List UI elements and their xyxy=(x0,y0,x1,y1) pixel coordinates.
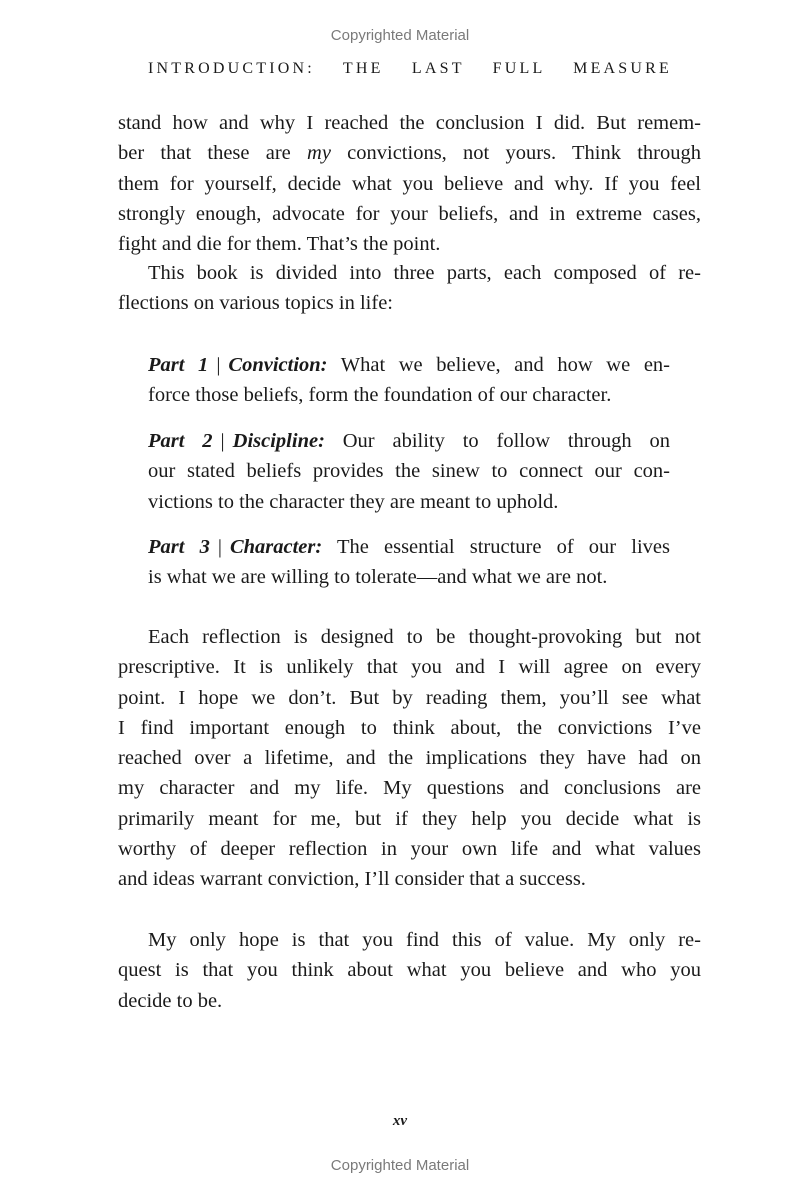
text-line: flections on various topics in life: xyxy=(118,292,393,315)
text-line xyxy=(118,138,701,168)
text-line: and ideas warrant conviction, I’ll consider that a success. xyxy=(118,868,586,891)
part-description: The essential structure of our lives xyxy=(322,536,670,558)
text-line: My only hope is that you find this of value. My only re- xyxy=(148,929,701,951)
text-line: prescriptive. It is unlikely that you and I will agree on every xyxy=(118,656,701,679)
part-1-entry xyxy=(148,350,670,411)
part-title: Conviction: xyxy=(228,354,328,376)
text-line: Each reflection is designed to be thought-provoking but not xyxy=(148,626,701,648)
text-fragment: ber that these are xyxy=(118,142,308,165)
text-line: worthy of deeper reflection in your own life and what values xyxy=(118,838,701,861)
separator: | xyxy=(220,430,225,452)
part-label: Part 1 xyxy=(148,354,209,376)
part-description: What we believe, and how we en- xyxy=(327,354,670,376)
text-line xyxy=(148,532,670,562)
emphasis-my: my xyxy=(307,142,331,165)
paragraph-reflections xyxy=(118,622,701,895)
text-line: quest is that you think about what you believe and who you xyxy=(118,959,701,982)
text-line: stand how and why I reached the conclusion I did. But remem- xyxy=(118,112,701,134)
text-line: strongly enough, advocate for your beliefs, and in extreme cases, xyxy=(118,202,701,225)
paragraph-closing xyxy=(118,925,701,1016)
text-line xyxy=(148,350,670,380)
copyright-watermark-top: Copyrighted Material xyxy=(330,27,470,44)
text-line: fight and die for them. That’s the point. xyxy=(118,233,441,256)
paragraph-book-structure xyxy=(118,258,701,319)
part-3-entry xyxy=(148,532,670,593)
text-line xyxy=(148,426,670,456)
text-line: victions to the character they are meant to uphold. xyxy=(148,490,559,513)
text-line: is what we are willing to tolerate—and what we are not. xyxy=(148,566,608,589)
text-line: my character and my life. My questions and conclusions are xyxy=(118,777,701,800)
text-line: point. I hope we don’t. But by reading them, you’ll see what xyxy=(118,686,701,709)
separator: | xyxy=(217,536,222,558)
text-line: reached over a lifetime, and the implications they have had on xyxy=(118,747,701,770)
part-title: Character: xyxy=(229,536,323,558)
text-line: primarily meant for me, but if they help you decide what is xyxy=(118,807,701,830)
text-line: I find important enough to think about, the convictions I’ve xyxy=(118,716,701,739)
text-line: force those beliefs, form the foundation of our character. xyxy=(148,384,612,407)
part-2-entry xyxy=(148,426,670,517)
page-number: xv xyxy=(392,1113,408,1129)
text-line: decide to be. xyxy=(118,989,223,1012)
text-line: them for yourself, decide what you believe and why. If you feel xyxy=(118,172,701,195)
text-line: This book is divided into three parts, each composed of re- xyxy=(148,262,701,284)
part-title: Discipline: xyxy=(232,430,325,452)
separator: | xyxy=(216,354,221,376)
running-head: INTRODUCTION: THE LAST FULL MEASURE xyxy=(148,60,672,77)
copyright-watermark-bottom: Copyrighted Material xyxy=(330,1157,470,1174)
text-fragment: convictions, not yours. Think through xyxy=(330,142,701,165)
part-label: Part 3 xyxy=(148,536,210,558)
part-description: Our ability to follow through on xyxy=(324,430,670,452)
paragraph-continuation xyxy=(118,108,701,259)
part-label: Part 2 xyxy=(148,430,213,452)
text-line: our stated beliefs provides the sinew to connect our con- xyxy=(148,460,670,483)
